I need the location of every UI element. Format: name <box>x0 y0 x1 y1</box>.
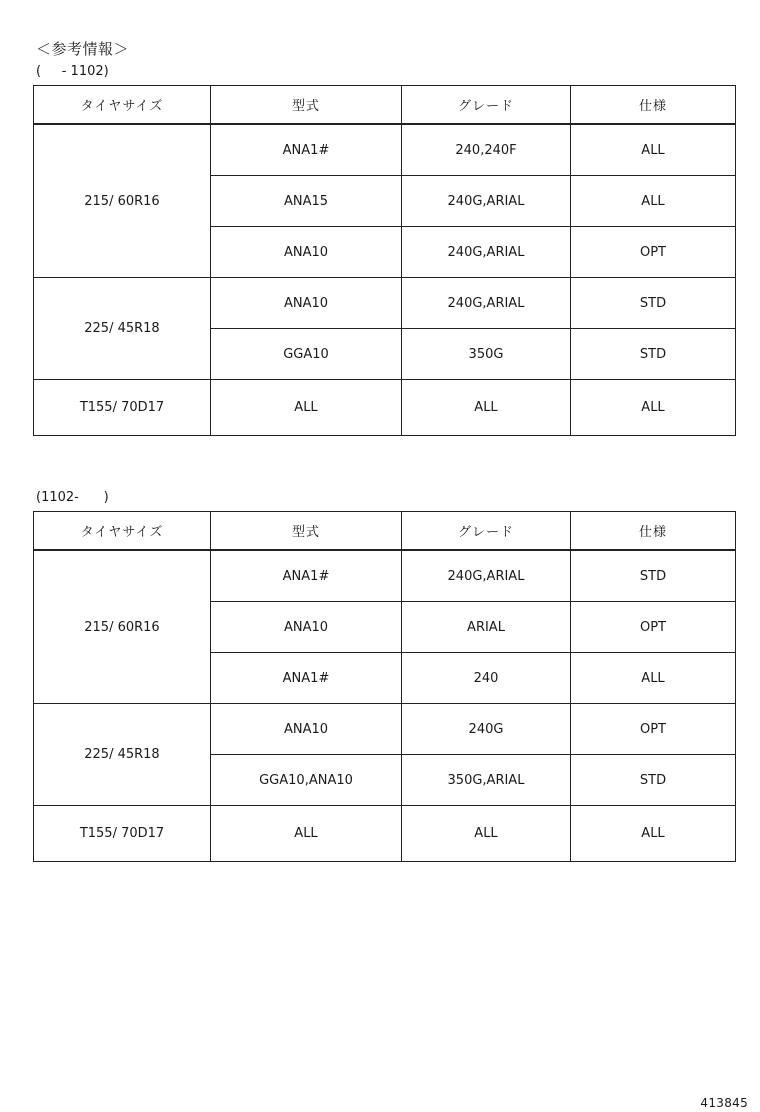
table-row <box>34 124 736 176</box>
grade-cell: ALL <box>402 380 571 436</box>
model-cell: ANA1# <box>211 124 402 176</box>
grade-cell: 240G,ARIAL <box>402 176 571 227</box>
grade-cell: 350G <box>402 329 571 380</box>
header-row <box>34 512 736 551</box>
spec-cell: OPT <box>571 602 736 653</box>
model-cell: ANA10 <box>211 602 402 653</box>
model-cell: ANA1# <box>211 653 402 704</box>
table-row <box>34 806 736 862</box>
grade-cell: 240G,ARIAL <box>402 227 571 278</box>
tire-size-cell: T155/ 70D17 <box>34 380 211 436</box>
table-row <box>34 380 736 436</box>
header-tire-size: タイヤサイズ <box>34 512 211 551</box>
grade-cell: 240,240F <box>402 124 571 176</box>
period-label: (1102- ) <box>36 490 109 505</box>
grade-cell: ALL <box>402 806 571 862</box>
reference-info-heading: ＜参考情報＞ <box>36 40 130 58</box>
header-row <box>34 86 736 125</box>
spec-cell: STD <box>571 550 736 602</box>
spec-cell: ALL <box>571 176 736 227</box>
table-row <box>34 704 736 755</box>
document-number: 413845 <box>700 1096 748 1110</box>
model-cell: ALL <box>211 806 402 862</box>
spec-cell: STD <box>571 329 736 380</box>
table-row <box>34 550 736 602</box>
spec-cell: STD <box>571 755 736 806</box>
model-cell: ANA10 <box>211 278 402 329</box>
spec-cell: ALL <box>571 124 736 176</box>
header-model: 型式 <box>211 512 402 551</box>
grade-cell: 240G,ARIAL <box>402 550 571 602</box>
tire-size-cell: 215/ 60R16 <box>34 124 211 278</box>
model-cell: ANA10 <box>211 227 402 278</box>
header-spec: 仕様 <box>571 86 736 125</box>
model-cell: GGA10 <box>211 329 402 380</box>
grade-cell: ARIAL <box>402 602 571 653</box>
tire-size-cell: 225/ 45R18 <box>34 278 211 380</box>
header-grade: グレード <box>402 512 571 551</box>
header-grade: グレード <box>402 86 571 125</box>
tire-size-cell: 225/ 45R18 <box>34 704 211 806</box>
spec-cell: OPT <box>571 704 736 755</box>
header-spec: 仕様 <box>571 512 736 551</box>
grade-cell: 240G,ARIAL <box>402 278 571 329</box>
period-label: ( - 1102) <box>36 64 109 79</box>
model-cell: GGA10,ANA10 <box>211 755 402 806</box>
model-cell: ANA10 <box>211 704 402 755</box>
model-cell: ANA1# <box>211 550 402 602</box>
grade-cell: 350G,ARIAL <box>402 755 571 806</box>
tire-spec-table <box>33 85 736 436</box>
spec-cell: STD <box>571 278 736 329</box>
table-row <box>34 278 736 329</box>
spec-cell: ALL <box>571 653 736 704</box>
header-tire-size: タイヤサイズ <box>34 86 211 125</box>
tire-size-cell: T155/ 70D17 <box>34 806 211 862</box>
grade-cell: 240 <box>402 653 571 704</box>
spec-cell: ALL <box>571 380 736 436</box>
spec-cell: OPT <box>571 227 736 278</box>
grade-cell: 240G <box>402 704 571 755</box>
header-model: 型式 <box>211 86 402 125</box>
model-cell: ALL <box>211 380 402 436</box>
model-cell: ANA15 <box>211 176 402 227</box>
tire-size-cell: 215/ 60R16 <box>34 550 211 704</box>
tire-spec-table <box>33 511 736 862</box>
spec-cell: ALL <box>571 806 736 862</box>
